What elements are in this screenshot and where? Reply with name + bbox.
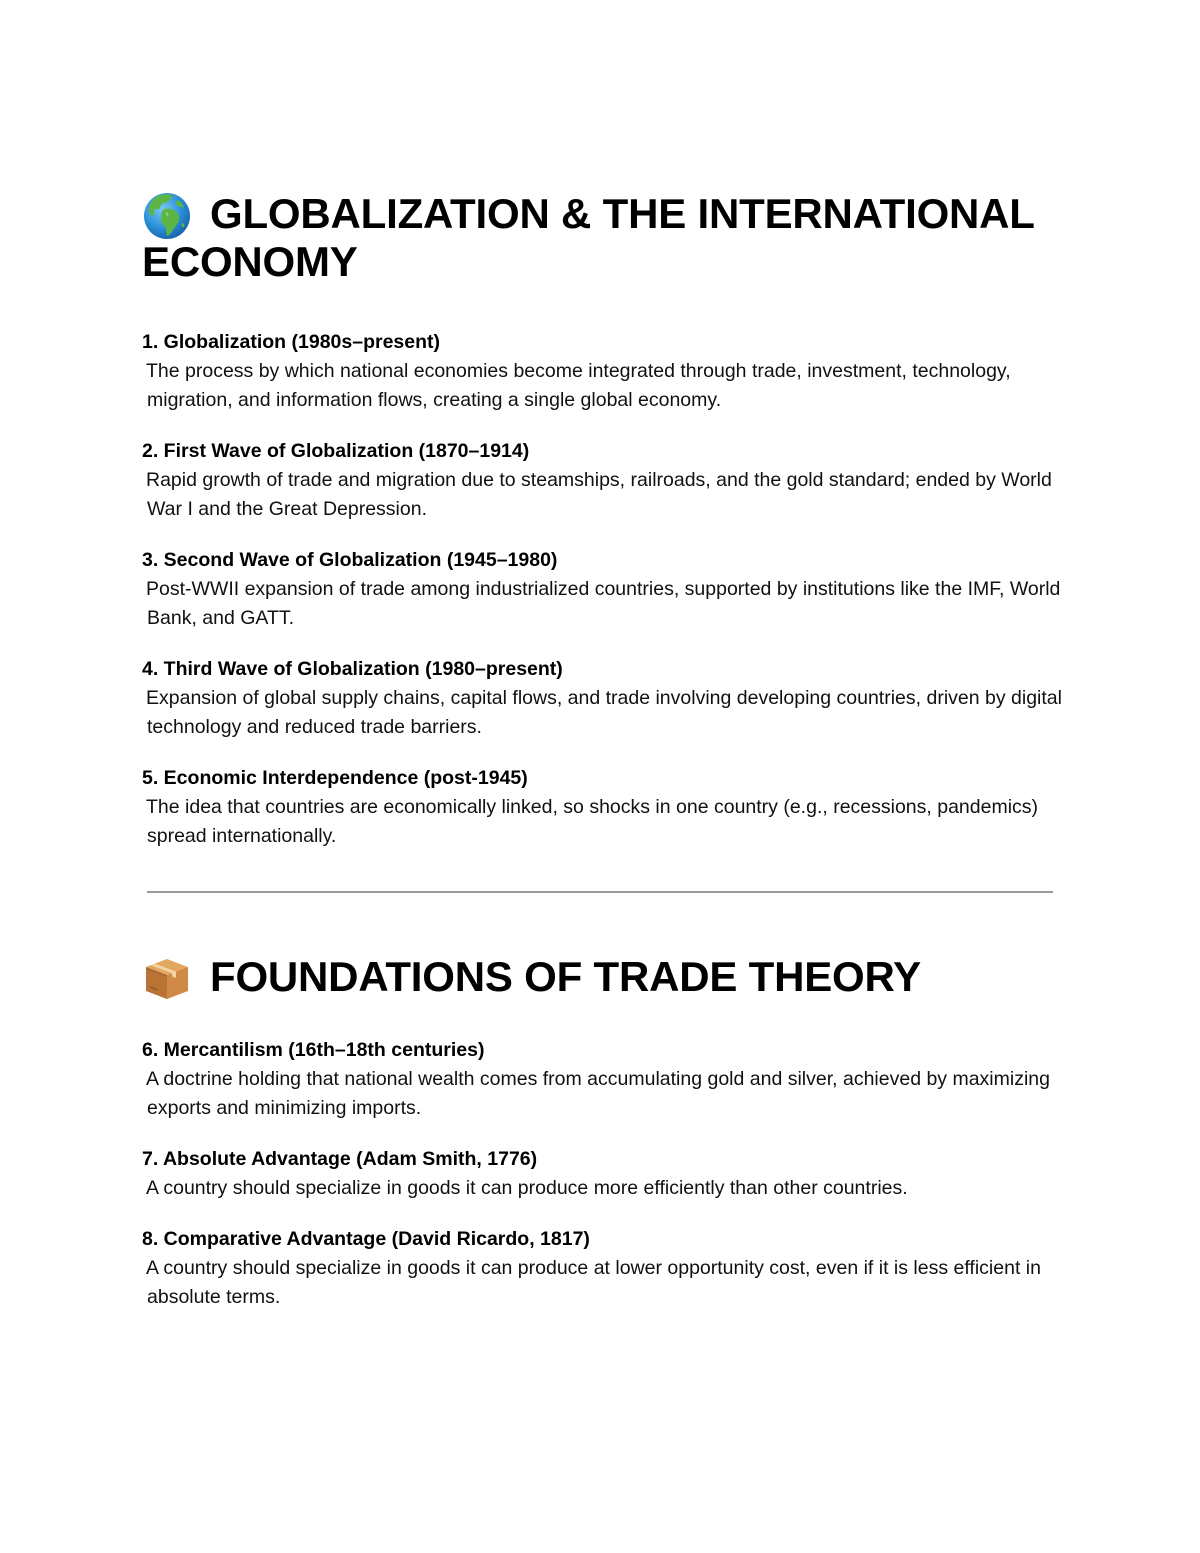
entry-description: The process by which national economies become integrated through trade, investment, technology, migration, and information flows, creating a single global economy. [146, 360, 1011, 411]
entry-mercantilism [142, 1036, 1062, 1123]
entry-description: Rapid growth of trade and migration due to steamships, railroads, and the gold standard; ended by World War I and the Great Depression. [146, 469, 1052, 520]
section-trade-theory [142, 953, 1062, 1334]
section-heading-text: GLOBALIZATION & THE INTERNATIONAL ECONOMY [142, 190, 1035, 285]
entry-first-wave [142, 437, 1062, 524]
entry-title: 8. Comparative Advantage (David Ricardo, 1817) [142, 1228, 590, 1250]
section-heading-globalization [142, 190, 1062, 286]
entry-title: 6. Mercantilism (16th–18th centuries) [142, 1039, 485, 1061]
entry-second-wave [142, 546, 1062, 633]
section-heading-text: FOUNDATIONS OF TRADE THEORY [210, 953, 921, 1000]
entry-description: The idea that countries are economically linked, so shocks in one country (e.g., recessions, pandemics) spread internationally. [146, 796, 1039, 847]
entry-description: A doctrine holding that national wealth comes from accumulating gold and silver, achieved by maximizing exports and minimizing imports. [146, 1068, 1050, 1119]
package-box-icon [142, 953, 192, 1001]
section-heading-trade-theory [142, 953, 1062, 1001]
entry-list [142, 1036, 1062, 1312]
entry-description: Post-WWII expansion of trade among industrialized countries, supported by institutions like the IMF, World Bank, and GATT. [146, 578, 1061, 629]
entry-title: 2. First Wave of Globalization (1870–1914) [142, 440, 530, 462]
entry-comparative-advantage [142, 1225, 1062, 1312]
entry-description: Expansion of global supply chains, capital flows, and trade involving developing countries, driven by digital technology and reduced trade barriers. [146, 687, 1062, 738]
entry-list [142, 328, 1062, 851]
entry-title: 3. Second Wave of Globalization (1945–1980) [142, 549, 558, 571]
entry-absolute-advantage [142, 1145, 1062, 1203]
section-globalization [142, 190, 1062, 873]
entry-description: A country should specialize in goods it can produce more efficiently than other countries. [146, 1177, 908, 1199]
globe-europe-africa-icon [142, 190, 192, 238]
entry-description: A country should specialize in goods it can produce at lower opportunity cost, even if it is less efficient in absolute terms. [146, 1257, 1041, 1308]
horizontal-divider [147, 891, 1053, 893]
entry-economic-interdependence [142, 764, 1062, 851]
entry-title: 4. Third Wave of Globalization (1980–present) [142, 658, 563, 680]
entry-title: 5. Economic Interdependence (post-1945) [142, 767, 528, 789]
entry-globalization [142, 328, 1062, 415]
entry-title: 7. Absolute Advantage (Adam Smith, 1776) [142, 1148, 538, 1170]
entry-title: 1. Globalization (1980s–present) [142, 331, 441, 353]
entry-third-wave [142, 655, 1062, 742]
